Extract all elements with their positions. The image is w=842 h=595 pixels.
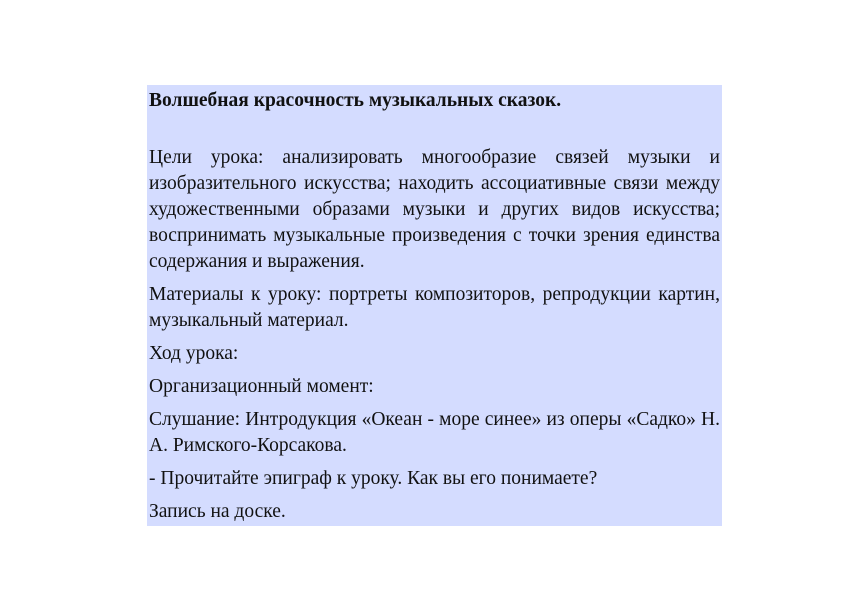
epigraph-question-line: - Прочитайте эпиграф к уроку. Как вы его понимаете? [149, 468, 598, 489]
lesson-text-box [147, 85, 722, 526]
lesson-materials-paragraph: Материалы к уроку: портреты композиторов, репродукции картин, музыкальный материал. [149, 284, 720, 331]
listening-paragraph: Слушание: Интродукция «Океан - море синее» из оперы «Садко» Н. А. Римского-Корсакова. [149, 409, 720, 456]
lesson-title: Волшебная красочность музыкальных сказок. [149, 90, 562, 111]
lesson-progress-heading: Ход урока: [149, 343, 239, 364]
organizational-moment-line: Организационный момент: [149, 376, 374, 397]
lesson-goals-paragraph: Цели урока: анализировать многообразие связей музыки и изобразительного искусства; находить ассоциативные связи между художественными образами музыки и других видов искусства; воспринимать музыкальные произведения с точки зрения единства содержания и выражения. [149, 147, 720, 272]
title-spacer [149, 114, 720, 145]
board-note-line: Запись на доске. [149, 501, 286, 522]
